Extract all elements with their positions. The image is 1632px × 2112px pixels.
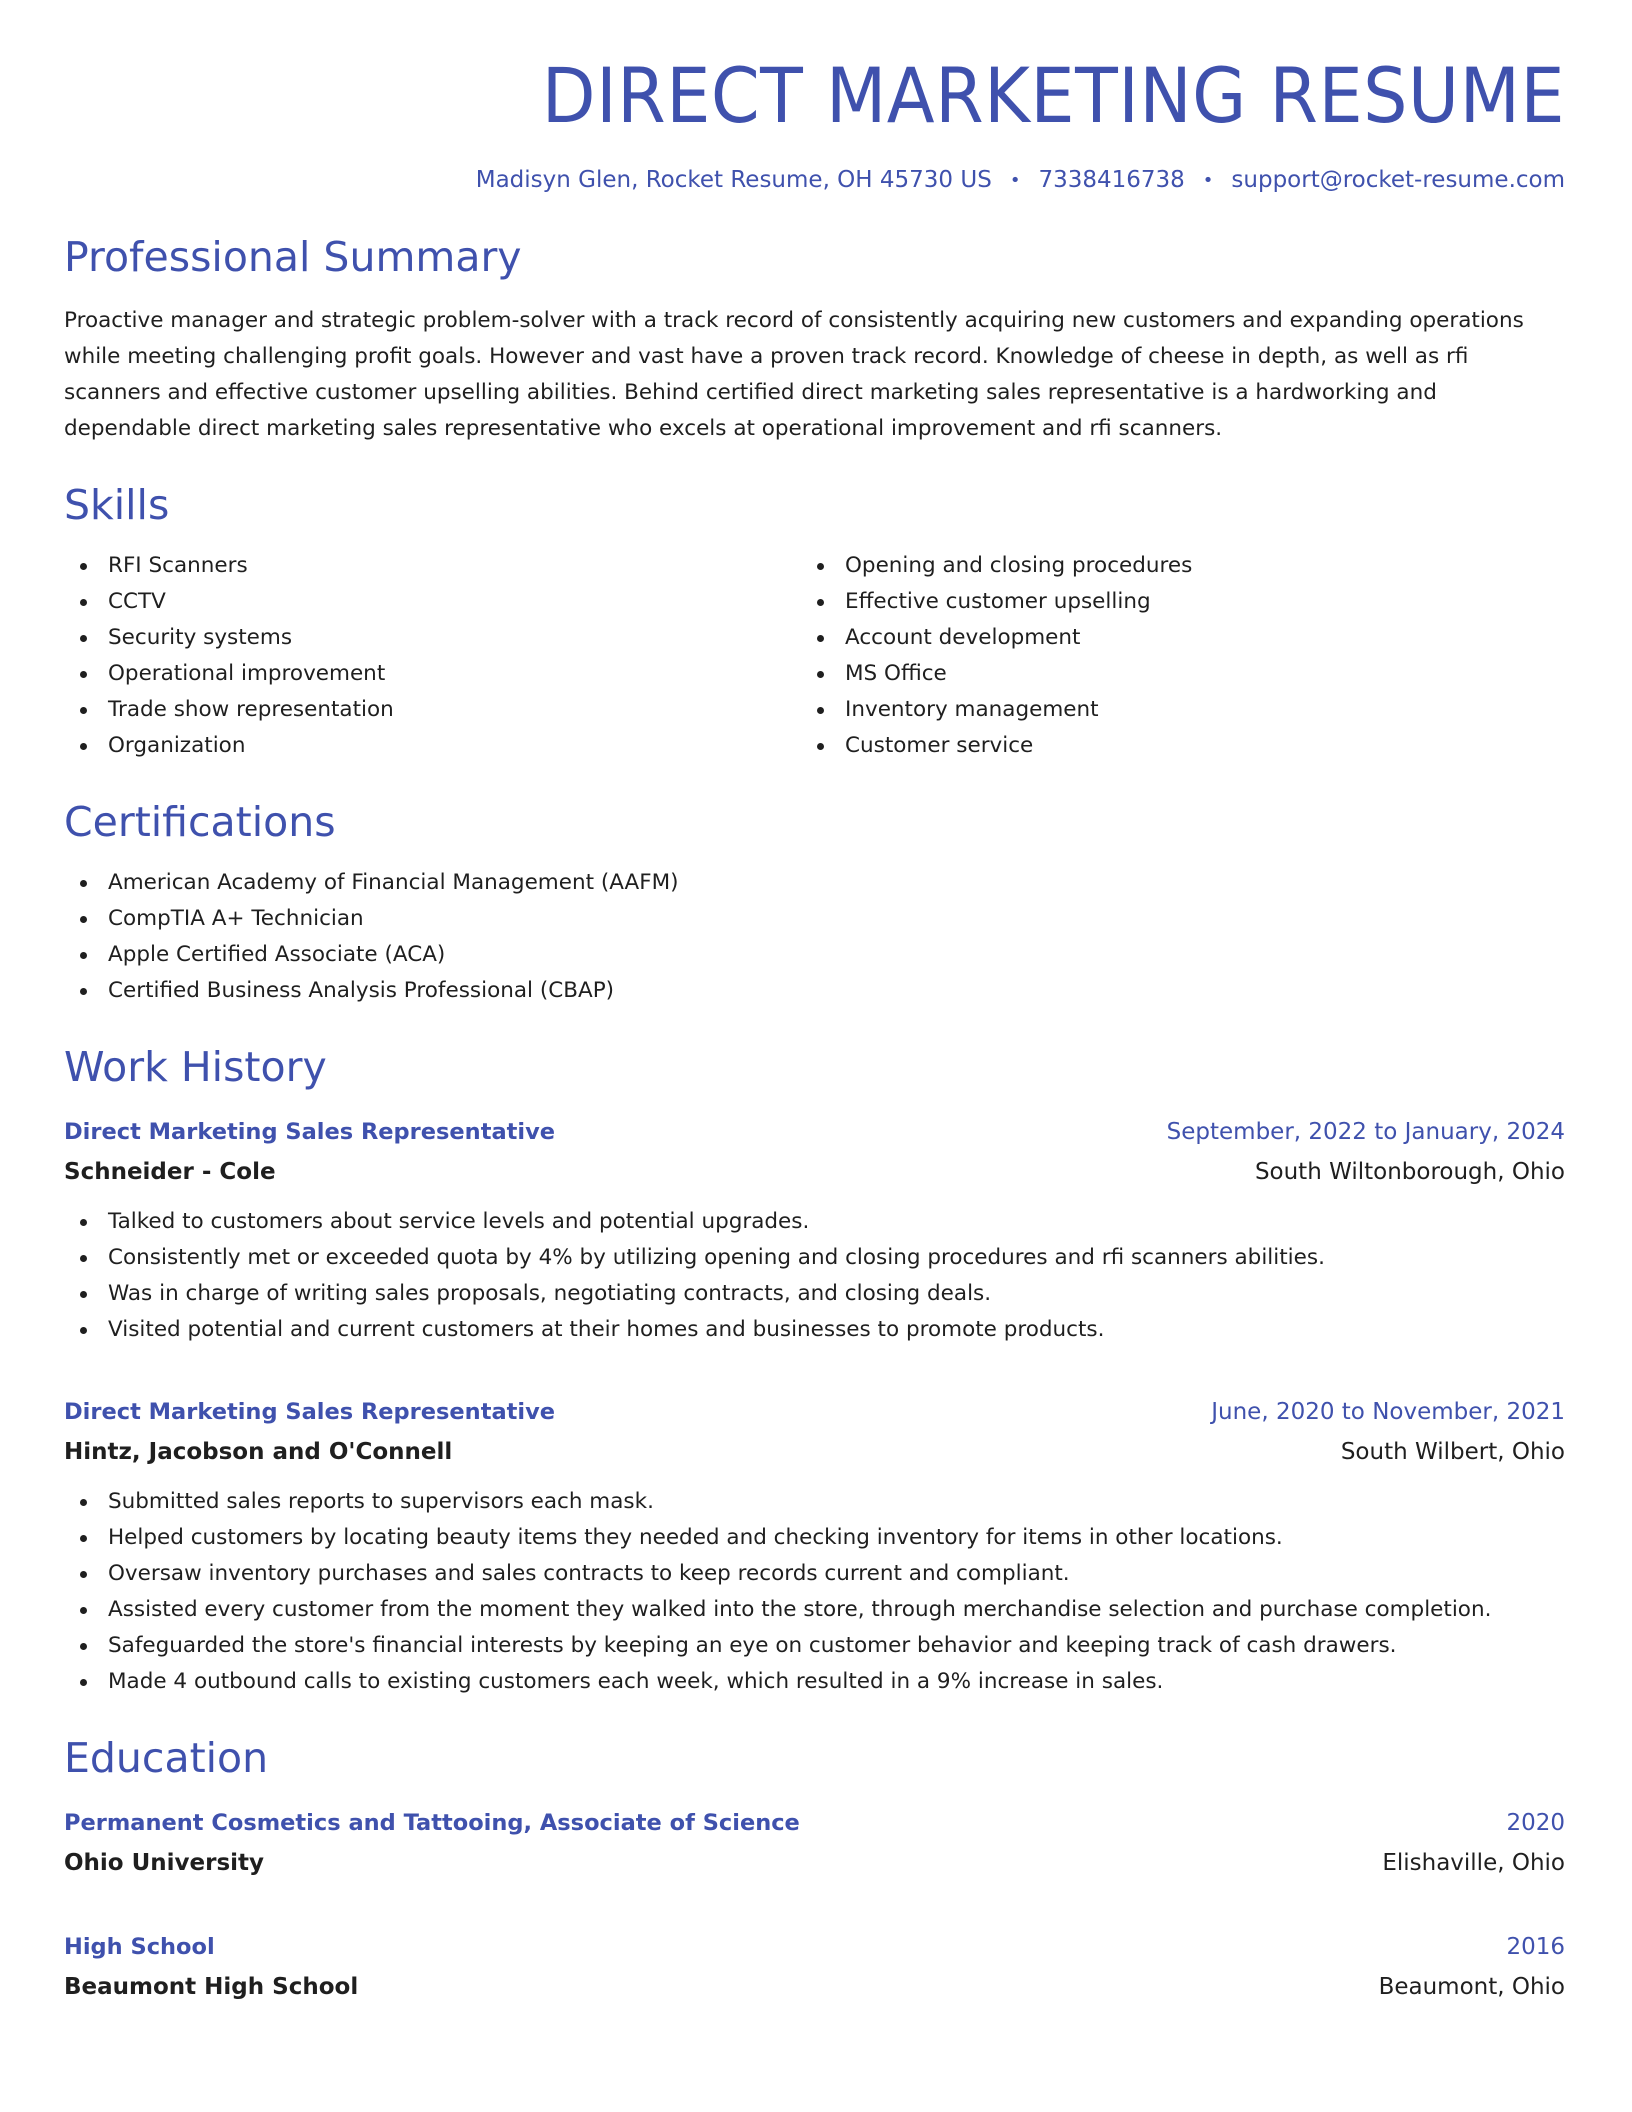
education-location: Beaumont, Ohio [1378,1974,1565,2001]
certification-item: CompTIA A+ Technician [64,901,1565,937]
education-location: Elishaville, Ohio [1382,1850,1565,1877]
job-company: Hintz, Jacobson and O'Connell [64,1439,453,1466]
education-entry [64,1803,1565,1883]
job-bullet: Submitted sales reports to supervisors each mask. [64,1484,1565,1520]
education-school-row [64,1967,1565,2007]
job-dates: June, 2020 to November, 2021 [1211,1399,1565,1426]
certifications-list [64,865,1565,1009]
skills-column-left [64,548,801,764]
skill-item: Security systems [64,620,801,656]
education-degree-row [64,1927,1565,1967]
contact-separator: • [1202,169,1214,191]
job-bullet: Helped customers by locating beauty items they needed and checking inventory for items in other locations. [64,1520,1565,1556]
resume-title: DIRECT MARKETING RESUME [541,51,1565,140]
skill-item: Opening and closing procedures [801,548,1565,584]
work-history-heading: Work History [64,1042,327,1091]
certification-item: American Academy of Financial Management (AAFM) [64,865,1565,901]
job-bullet: Visited potential and current customers at their homes and businesses to promote products. [64,1312,1565,1348]
skills-list-right [801,548,1565,764]
job-company-row [64,1432,1565,1472]
job-bullet: Talked to customers about service levels and potential upgrades. [64,1204,1565,1240]
education-degree-row [64,1803,1565,1843]
contact-email: support@rocket-resume.com [1231,167,1565,194]
skill-item: Account development [801,620,1565,656]
summary-section [64,233,1565,446]
skills-grid [64,548,1565,764]
job-company-row [64,1152,1565,1192]
skills-column-right [801,548,1565,764]
contact-address: Madisyn Glen, Rocket Resume, OH 45730 US [475,167,992,194]
job-role: Direct Marketing Sales Representative [64,1119,556,1146]
skill-item: Inventory management [801,692,1565,728]
skill-item: Customer service [801,728,1565,764]
education-heading: Education [64,1734,269,1783]
job-location: South Wiltonborough, Ohio [1254,1159,1565,1186]
skills-section [64,481,1565,764]
resume-header [64,0,1565,193]
education-school: Ohio University [64,1850,265,1877]
education-degree: High School [64,1934,215,1961]
job-bullets [64,1204,1565,1348]
summary-text: Proactive manager and strategic problem-solver with a track record of consistently acquiring new customers and expanding operations while meeting challenging profit goals. However and vast have a proven track record. Knowledge of cheese in depth, as well as rfi scanners and effective customer upselling abilities. Behind certified direct marketing sales representative is a hardworking and dependable direct marketing sales representative who excels at operational improvement and rfi scanners. [64,307,1524,441]
job-title-row [64,1392,1565,1432]
job-bullet: Safeguarded the store's financial interests by keeping an eye on customer behavior and keeping track of cash drawers. [64,1628,1565,1664]
job-bullet: Consistently met or exceeded quota by 4% by utilizing opening and closing procedures and rfi scanners abilities. [64,1240,1565,1276]
job-title-row [64,1112,1565,1152]
job-bullets [64,1484,1565,1700]
job-dates: September, 2022 to January, 2024 [1166,1119,1565,1146]
education-school: Beaumont High School [64,1974,359,2001]
certifications-heading: Certifications [64,797,336,846]
education-degree: Permanent Cosmetics and Tattooing, Associate of Science [64,1810,800,1837]
job-role: Direct Marketing Sales Representative [64,1399,556,1426]
contact-phone: 7338416738 [1038,167,1185,194]
contact-separator: • [1009,169,1021,191]
contact-line [64,167,1565,193]
job-entry [64,1112,1565,1348]
education-entry [64,1927,1565,2007]
certification-item: Apple Certified Associate (ACA) [64,937,1565,973]
education-year: 2020 [1506,1810,1565,1837]
skill-item: Effective customer upselling [801,584,1565,620]
certification-item: Certified Business Analysis Professional (CBAP) [64,973,1565,1009]
skills-list-left [64,548,801,764]
skill-item: MS Office [801,656,1565,692]
skill-item: Operational improvement [64,656,801,692]
skill-item: RFI Scanners [64,548,801,584]
job-location: South Wilbert, Ohio [1340,1439,1565,1466]
skill-item: Trade show representation [64,692,801,728]
skills-heading: Skills [64,480,170,529]
certifications-section [64,798,1565,1009]
education-section [64,1734,1565,2007]
education-school-row [64,1843,1565,1883]
skill-item: Organization [64,728,801,764]
job-bullet: Made 4 outbound calls to existing customers each week, which resulted in a 9% increase in sales. [64,1664,1565,1700]
job-bullet: Oversaw inventory purchases and sales contracts to keep records current and compliant. [64,1556,1565,1592]
work-history-section [64,1043,1565,1700]
education-year: 2016 [1506,1934,1565,1961]
job-entry [64,1392,1565,1700]
job-bullet: Was in charge of writing sales proposals, negotiating contracts, and closing deals. [64,1276,1565,1312]
skill-item: CCTV [64,584,801,620]
job-company: Schneider - Cole [64,1159,276,1186]
summary-heading: Professional Summary [64,233,522,282]
job-bullet: Assisted every customer from the moment they walked into the store, through merchandise selection and purchase completion. [64,1592,1565,1628]
